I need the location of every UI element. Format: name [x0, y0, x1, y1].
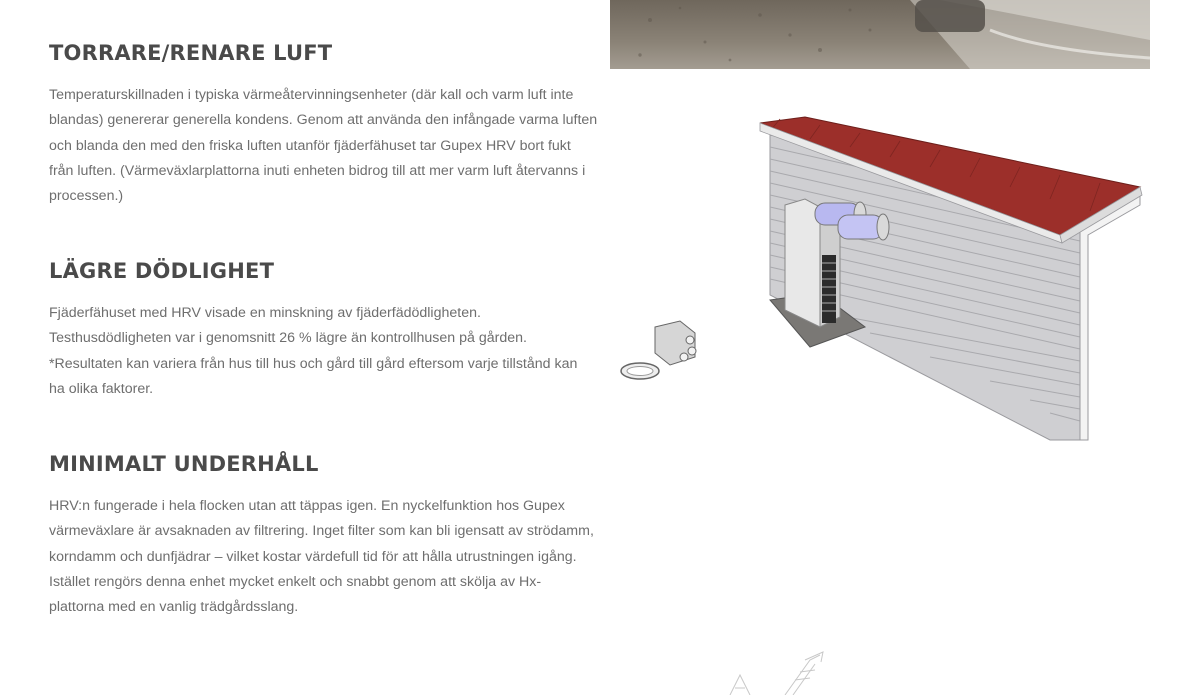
body-line: Temperaturskillnaden i typiska värmeåtervinningsenheter (där kall och varm luft inte [49, 87, 574, 103]
section-drier-cleaner-air [49, 38, 598, 209]
body-line: ha olika faktorer. [49, 380, 154, 397]
body-line: Istället rengörs denna enhet mycket enkelt och snabbt genom att skölja av Hx- [49, 573, 542, 590]
hrv-sketch-drawing [715, 650, 835, 695]
section-heading: TORRARE/RENARE LUFT [49, 41, 333, 65]
body-line: blandas) genererar generella kondens. Genom att använda den infångade varma luften [49, 112, 598, 129]
body-line: plattorna med en vanlig trädgårdsslang. [49, 599, 299, 616]
body-line: värmeväxlare är avsaknaden av filtrering. Inget filter som kan bli igensatt av strödamm, [49, 523, 594, 540]
section-body [49, 494, 594, 620]
section-body [49, 301, 594, 402]
body-line: processen.) [49, 188, 124, 205]
body-line: Testhusdödligheten var i genomsnitt 26 % lägre än kontrollhusen på gården. [49, 330, 527, 347]
body-line: från luften. (Värmeväxlarplattorna inuti enheten bidrog till att mer varm luft återvanns i [49, 162, 586, 179]
hrv-illustration-graphic [610, 95, 1155, 455]
body-line: korndamm och dunfjädrar – vilket kostar värdefull tid för att hålla utrustningen igång. [49, 548, 577, 565]
section-body [49, 83, 598, 209]
section-heading: MINIMALT UNDERHÅLL [49, 452, 319, 476]
section-lower-mortality [49, 256, 594, 402]
sketch-graphic [715, 650, 835, 695]
body-line: HRV:n fungerade i hela flocken utan att täppas igen. En nyckelfunktion hos Gupex [49, 498, 565, 514]
body-line: Fjäderfähuset med HRV visade en minskning av fjäderfädödligheten. [49, 305, 481, 321]
hrv-part-sketch [621, 321, 696, 379]
hrv-unit-illustration [610, 95, 1155, 455]
section-minimal-maintenance [49, 449, 594, 620]
body-line: *Resultaten kan variera från hus till hus och gård till gård eftersom varje tillstånd kan [49, 355, 578, 372]
ground-photo-graphic [610, 0, 1150, 69]
body-line: och blanda den med den friska luften utanför fjäderfähuset tar Gupex HRV bort fukt [49, 137, 571, 154]
section-heading: LÄGRE DÖDLIGHET [49, 259, 275, 283]
ground-photo [610, 0, 1150, 69]
